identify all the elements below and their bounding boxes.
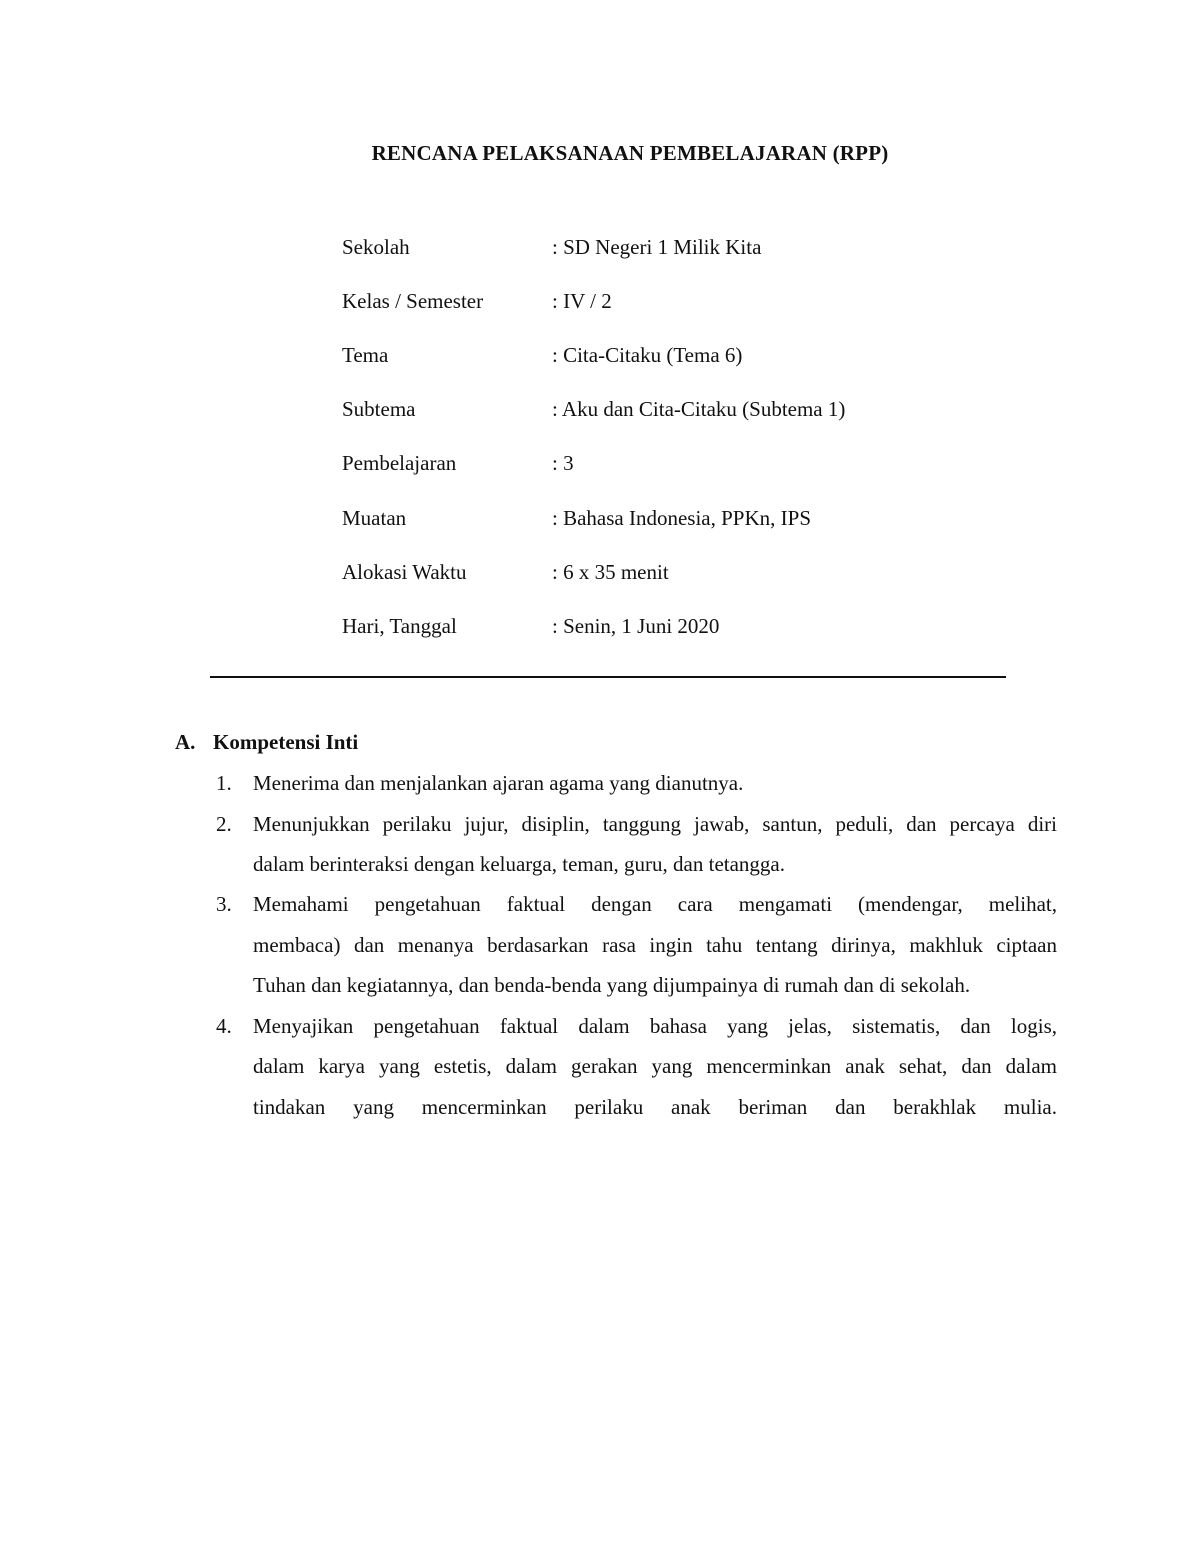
info-label: Sekolah	[342, 235, 410, 259]
info-value: : SD Negeri 1 Milik Kita	[552, 235, 762, 259]
info-label: Kelas / Semester	[342, 289, 484, 313]
info-label: Tema	[342, 343, 389, 367]
list-item-number: 3.	[216, 892, 232, 916]
list-item-text: Menunjukkan perilaku jujur, disiplin, tanggung jawab, santun, peduli, dan percaya diri	[253, 812, 1057, 836]
info-label: Muatan	[342, 506, 407, 530]
info-label: Pembelajaran	[342, 451, 457, 475]
section-heading	[175, 730, 358, 755]
list-item-text: Menyajikan pengetahuan faktual dalam bahasa yang jelas, sistematis, dan logis,	[253, 1014, 1057, 1038]
info-value: : Aku dan Cita-Citaku (Subtema 1)	[552, 397, 846, 421]
list-item-text: Tuhan dan kegiatannya, dan benda-benda yang dijumpainya di rumah dan di sekolah.	[253, 973, 971, 997]
list-item-number: 4.	[216, 1014, 232, 1038]
info-value: : 3	[552, 451, 574, 475]
document-title: RENCANA PELAKSANAAN PEMBELAJARAN (RPP)	[371, 141, 889, 165]
info-value: : IV / 2	[552, 289, 612, 313]
section-letter: A.	[175, 730, 196, 754]
info-value: : Senin, 1 Juni 2020	[552, 614, 720, 638]
info-label: Alokasi Waktu	[342, 560, 467, 584]
list-item-text: tindakan yang mencerminkan perilaku anak beriman dan berakhlak mulia.	[253, 1095, 1057, 1119]
list-item-text: membaca) dan menanya berdasarkan rasa ingin tahu tentang dirinya, makhluk ciptaan	[253, 933, 1057, 957]
section-title: Kompetensi Inti	[213, 730, 359, 754]
list-item-text: dalam karya yang estetis, dalam gerakan yang mencerminkan anak sehat, dan dalam	[253, 1054, 1057, 1078]
list-item-text: dalam berinteraksi dengan keluarga, teman, guru, dan tetangga.	[253, 852, 785, 876]
info-label: Hari, Tanggal	[342, 614, 457, 638]
list-item-text: Menerima dan menjalankan ajaran agama yang dianutnya.	[253, 771, 744, 795]
horizontal-divider	[210, 676, 1006, 678]
list-item-number: 2.	[216, 812, 232, 836]
info-label: Subtema	[342, 397, 416, 421]
info-value: : Bahasa Indonesia, PPKn, IPS	[552, 506, 811, 530]
list-item-number: 1.	[216, 771, 232, 795]
info-value: : 6 x 35 menit	[552, 560, 669, 584]
list-item-text: Memahami pengetahuan faktual dengan cara mengamati (mendengar, melihat,	[253, 892, 1057, 916]
info-value: : Cita-Citaku (Tema 6)	[552, 343, 743, 367]
